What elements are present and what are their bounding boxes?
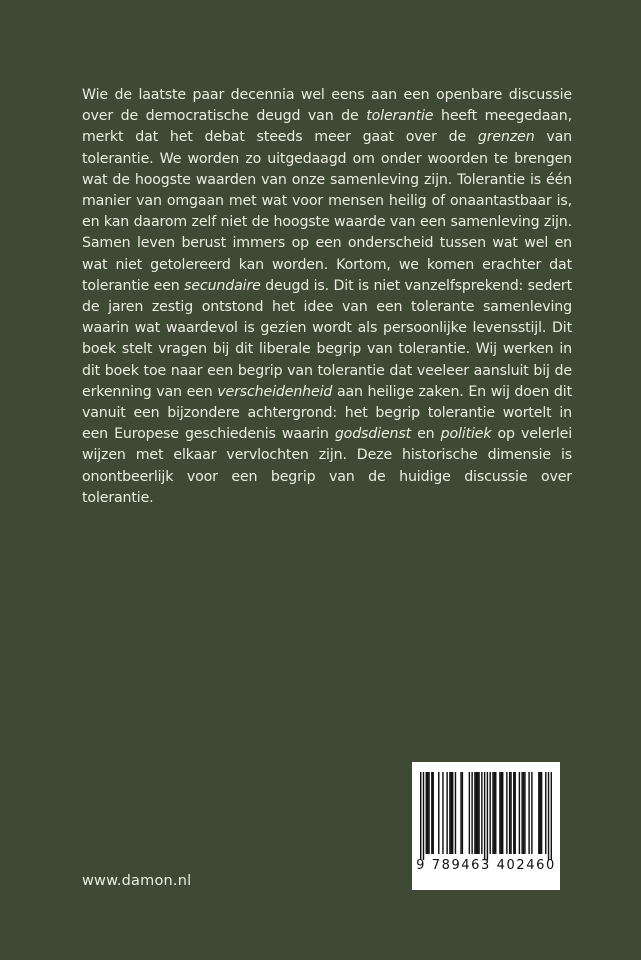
barcode-bar bbox=[514, 772, 515, 854]
barcode-bar bbox=[524, 772, 525, 854]
barcode-bar bbox=[510, 772, 511, 854]
barcode-bar bbox=[433, 772, 434, 854]
barcode-bar bbox=[484, 772, 485, 860]
barcode-bar bbox=[513, 772, 514, 854]
barcode-bar bbox=[477, 772, 478, 854]
barcode-bar bbox=[492, 772, 493, 854]
barcode-bar bbox=[455, 772, 456, 854]
barcode-bar bbox=[420, 772, 421, 860]
isbn-barcode bbox=[412, 762, 560, 890]
blurb-text: Wie de laatste paar decennia wel eens aan een openbare discussie over de democratische deugd van de bbox=[82, 87, 572, 125]
barcode-bar bbox=[538, 772, 539, 854]
blurb-text: en bbox=[411, 426, 441, 443]
blurb-text: op velerlei wijzen met elkaar vervlochten zijn. Deze historische dimensie is onontbeerlijk voor een begrip van de huidige discussie over tolerantie. bbox=[82, 426, 572, 506]
barcode-bar bbox=[428, 772, 429, 854]
barcode-bar bbox=[476, 772, 477, 854]
barcode-bar bbox=[501, 772, 502, 854]
back-cover-blurb bbox=[82, 85, 572, 509]
blurb-text: aan heilige zaken. En wij doen dit vanuit een bijzondere achtergrond: het begrip tolerantie wortelt in een Europese geschiedenis waarin bbox=[82, 383, 572, 443]
barcode-bar bbox=[451, 772, 452, 854]
isbn-number: 9 789463 402460 bbox=[416, 858, 556, 873]
publisher-url: www.damon.nl bbox=[82, 873, 192, 889]
barcode-bar bbox=[548, 772, 549, 860]
blurb-text: deugd is. Dit is niet vanzelfsprekend: sedert de jaren zestig ontstond het idee van een tolerante samenleving waarin wat waardevol is gezien wordt als persoonlijke levensstijl. Dit boek stelt vragen bij dit liberale begrip van tolerantie. Wij werken in dit boek toe naar een begrip van tolerantie dat veeleer aansluit bij de erkenning van een bbox=[82, 277, 573, 400]
barcode-bar bbox=[442, 772, 443, 854]
barcode-bar bbox=[449, 772, 450, 854]
blurb-emphasis: politiek bbox=[440, 426, 492, 443]
barcode-bar bbox=[469, 772, 470, 854]
blurb-emphasis: verscheidenheid bbox=[217, 383, 333, 400]
blurb-emphasis: grenzen bbox=[477, 129, 535, 146]
barcode-bar bbox=[462, 772, 463, 854]
barcode-bar bbox=[499, 772, 500, 854]
blurb-text: van tolerantie. We worden zo uitgedaagd om onder woorden te brengen wat de hoogste waarden van onze samenleving zijn. Tolerantie is één manier van omgaan met wat voor mensen heilig of onaantastbaar is, en kan daarom zelf niet de hoogste waarde van een samenleving zijn. Samen leven berust immers op een onderscheid tussen wat wel en wat niet getolereerd kan worden. Kortom, we komen erachter dat tolerantie een bbox=[82, 129, 572, 294]
barcode-bar bbox=[426, 772, 427, 854]
barcode-bar bbox=[545, 772, 546, 854]
barcode-bar bbox=[474, 772, 475, 854]
barcode-bar bbox=[452, 772, 453, 854]
barcode-bar bbox=[489, 772, 490, 854]
barcode-bar bbox=[539, 772, 540, 854]
blurb-text: heeft meegedaan, merkt dat het debat steeds meer gaat over de bbox=[82, 108, 573, 146]
barcode-bar bbox=[460, 772, 461, 854]
barcode-bar bbox=[478, 772, 479, 854]
barcode-bar bbox=[431, 772, 432, 854]
barcode-bar bbox=[471, 772, 472, 854]
barcode-bars bbox=[420, 772, 552, 860]
barcode-bar bbox=[506, 772, 507, 854]
blurb-emphasis: secundaire bbox=[184, 277, 261, 294]
barcode-bar bbox=[521, 772, 522, 854]
barcode-bar bbox=[495, 772, 496, 854]
barcode-bar bbox=[481, 772, 482, 854]
barcode-bar bbox=[423, 772, 424, 860]
barcode-bar bbox=[438, 772, 439, 854]
barcode-bar bbox=[494, 772, 495, 854]
barcode-bar bbox=[523, 772, 524, 854]
blurb-emphasis: godsdienst bbox=[334, 426, 412, 443]
barcode-bar bbox=[541, 772, 542, 854]
barcode-bar bbox=[446, 772, 447, 854]
barcode-bar bbox=[427, 772, 428, 854]
blurb-emphasis: tolerantie bbox=[366, 108, 434, 125]
barcode-bar bbox=[509, 772, 510, 854]
barcode-bar bbox=[502, 772, 503, 854]
barcode-bar bbox=[528, 772, 529, 854]
barcode-bar bbox=[531, 772, 532, 854]
barcode-bar bbox=[551, 772, 552, 860]
barcode-bar bbox=[519, 772, 520, 854]
barcode-bar bbox=[487, 772, 488, 860]
